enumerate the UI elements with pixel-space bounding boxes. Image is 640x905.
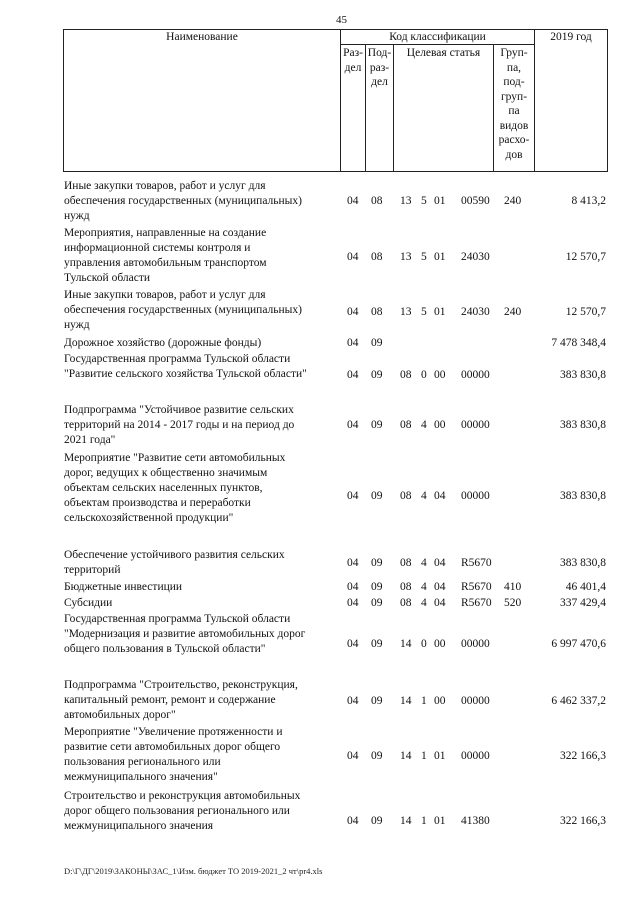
row-razdel: 04: [347, 581, 359, 593]
row-podrazdel: 09: [371, 337, 383, 349]
row-target-subprogram: 5: [421, 306, 427, 318]
row-target-event: 00: [434, 369, 446, 381]
header-year: 2019 год: [550, 31, 592, 43]
row-podrazdel: 09: [371, 369, 383, 381]
row-podrazdel: 08: [371, 195, 383, 207]
row-razdel: 04: [347, 597, 359, 609]
row-podrazdel: 09: [371, 638, 383, 650]
row-group: 520: [504, 597, 522, 609]
row-target-direction: R5670: [461, 597, 492, 609]
row-amount: 337 429,4: [560, 597, 606, 609]
row-target-subprogram: 4: [421, 419, 427, 431]
row-podrazdel: 09: [371, 695, 383, 707]
row-target-event: 04: [434, 597, 446, 609]
row-target-program: 14: [400, 815, 412, 827]
row-target-subprogram: 1: [421, 695, 427, 707]
row-target-subprogram: 0: [421, 638, 427, 650]
header-classification: Код классификации: [389, 31, 486, 43]
row-target-event: 00: [434, 695, 446, 707]
row-razdel: 04: [347, 490, 359, 502]
row-group: 410: [504, 581, 522, 593]
row-amount: 12 570,7: [565, 306, 606, 318]
page-number: 45: [336, 14, 347, 26]
footer-file-path: D:\Г\ДГ\2019\ЗАКОНЫ\ЗАС_1\Изм. бюджет ТО 2019-2021_2 чт\pr4.xls: [64, 866, 323, 876]
header-group: Груп- па, под- груп- па видов расхо- дов: [498, 47, 530, 161]
row-target-subprogram: 0: [421, 369, 427, 381]
row-razdel: 04: [347, 369, 359, 381]
row-razdel: 04: [347, 419, 359, 431]
row-amount: 12 570,7: [565, 251, 606, 263]
row-name: Бюджетные инвестиции: [64, 581, 183, 593]
row-target-program: 08: [400, 490, 412, 502]
row-razdel: 04: [347, 337, 359, 349]
row-group: 240: [504, 306, 522, 318]
row-target-program: 08: [400, 597, 412, 609]
row-target-event: 01: [434, 195, 446, 207]
row-podrazdel: 09: [371, 815, 383, 827]
row-target-direction: 41380: [461, 815, 490, 827]
row-razdel: 04: [347, 557, 359, 569]
row-name: Дорожное хозяйство (дорожные фонды): [64, 337, 262, 349]
row-amount: 322 166,3: [560, 815, 606, 827]
row-name: Обеспечение устойчивого развития сельских территорий: [64, 549, 285, 576]
row-target-program: 08: [400, 581, 412, 593]
row-amount: 46 401,4: [565, 581, 606, 593]
row-name: Мероприятие "Увеличение протяженности и развитие сети автомобильных дорог общего пользования регионального или межмуниципального значения": [64, 726, 283, 783]
row-target-direction: 00000: [461, 695, 490, 707]
row-target-direction: 00000: [461, 419, 490, 431]
row-target-subprogram: 4: [421, 557, 427, 569]
row-name: Субсидии: [64, 597, 113, 609]
row-target-subprogram: 1: [421, 815, 427, 827]
row-amount: 322 166,3: [560, 750, 606, 762]
row-amount: 383 830,8: [560, 369, 606, 381]
row-target-subprogram: 5: [421, 251, 427, 263]
row-razdel: 04: [347, 750, 359, 762]
row-target-event: 00: [434, 419, 446, 431]
row-target-direction: 00000: [461, 369, 490, 381]
row-amount: 6 462 337,2: [551, 695, 606, 707]
row-name: Государственная программа Тульской области "Модернизация и развитие автомобильных дорог общего пользования в Тульской области": [64, 613, 306, 655]
row-target-event: 01: [434, 815, 446, 827]
row-target-program: 08: [400, 419, 412, 431]
row-target-subprogram: 1: [421, 750, 427, 762]
row-name: Мероприятия, направленные на создание информационной системы контроля и управления автомобильным транспортом Тульской области: [64, 227, 267, 284]
row-name: Государственная программа Тульской области "Развитие сельского хозяйства Тульской области": [64, 353, 307, 380]
row-target-direction: 00000: [461, 750, 490, 762]
row-target-subprogram: 4: [421, 490, 427, 502]
row-name: Мероприятие "Развитие сети автомобильных дорог, ведущих к общественно значимым объектам сельских населенных пунктов, объектам производства и переработки сельскохозяйственной продукции": [64, 452, 286, 524]
row-target-subprogram: 4: [421, 597, 427, 609]
row-name: Строительство и реконструкция автомобильных дорог общего пользования регионального или межмуниципального значения: [64, 790, 301, 832]
row-razdel: 04: [347, 251, 359, 263]
row-razdel: 04: [347, 695, 359, 707]
row-name: Подпрограмма "Строительство, реконструкция, капитальный ремонт, ремонт и содержание автомобильных дорог": [64, 679, 298, 721]
row-podrazdel: 09: [371, 597, 383, 609]
row-target-event: 01: [434, 251, 446, 263]
row-target-program: 14: [400, 638, 412, 650]
row-target-direction: 00000: [461, 638, 490, 650]
row-razdel: 04: [347, 195, 359, 207]
row-target-direction: 24030: [461, 251, 490, 263]
row-amount: 383 830,8: [560, 557, 606, 569]
row-target-program: 14: [400, 695, 412, 707]
header-name: Наименование: [166, 31, 238, 43]
row-podrazdel: 08: [371, 306, 383, 318]
row-target-event: 01: [434, 306, 446, 318]
row-target-event: 04: [434, 557, 446, 569]
row-amount: 7 478 348,4: [551, 337, 606, 349]
row-target-direction: 00590: [461, 195, 490, 207]
row-amount: 8 413,2: [571, 195, 606, 207]
row-target-event: 01: [434, 750, 446, 762]
row-target-subprogram: 4: [421, 581, 427, 593]
row-podrazdel: 09: [371, 581, 383, 593]
row-name: Иные закупки товаров, работ и услуг для обеспечения государственных (муниципальных) нужд: [64, 180, 302, 222]
row-target-event: 00: [434, 638, 446, 650]
header-target: Целевая статья: [406, 47, 481, 59]
row-target-event: 04: [434, 581, 446, 593]
row-razdel: 04: [347, 638, 359, 650]
row-target-event: 04: [434, 490, 446, 502]
row-target-direction: 24030: [461, 306, 490, 318]
row-amount: 383 830,8: [560, 419, 606, 431]
header-razdel: Раз- дел: [343, 47, 363, 74]
row-podrazdel: 09: [371, 750, 383, 762]
row-target-program: 08: [400, 557, 412, 569]
row-target-direction: R5670: [461, 557, 492, 569]
row-target-direction: 00000: [461, 490, 490, 502]
row-target-direction: R5670: [461, 581, 492, 593]
row-name: Иные закупки товаров, работ и услуг для обеспечения государственных (муниципальных) нужд: [64, 289, 302, 331]
row-razdel: 04: [347, 815, 359, 827]
row-group: 240: [504, 195, 522, 207]
row-podrazdel: 09: [371, 490, 383, 502]
row-target-program: 13: [400, 195, 412, 207]
row-amount: 6 997 470,6: [551, 638, 606, 650]
row-podrazdel: 08: [371, 251, 383, 263]
row-amount: 383 830,8: [560, 490, 606, 502]
row-target-program: 08: [400, 369, 412, 381]
header-podrazdel: Под- раз- дел: [367, 47, 392, 88]
row-podrazdel: 09: [371, 557, 383, 569]
row-target-program: 13: [400, 251, 412, 263]
row-name: Подпрограмма "Устойчивое развитие сельских территорий на 2014 - 2017 годы и на период до 2021 года": [64, 404, 295, 446]
row-podrazdel: 09: [371, 419, 383, 431]
row-target-program: 13: [400, 306, 412, 318]
row-razdel: 04: [347, 306, 359, 318]
row-target-program: 14: [400, 750, 412, 762]
row-target-subprogram: 5: [421, 195, 427, 207]
